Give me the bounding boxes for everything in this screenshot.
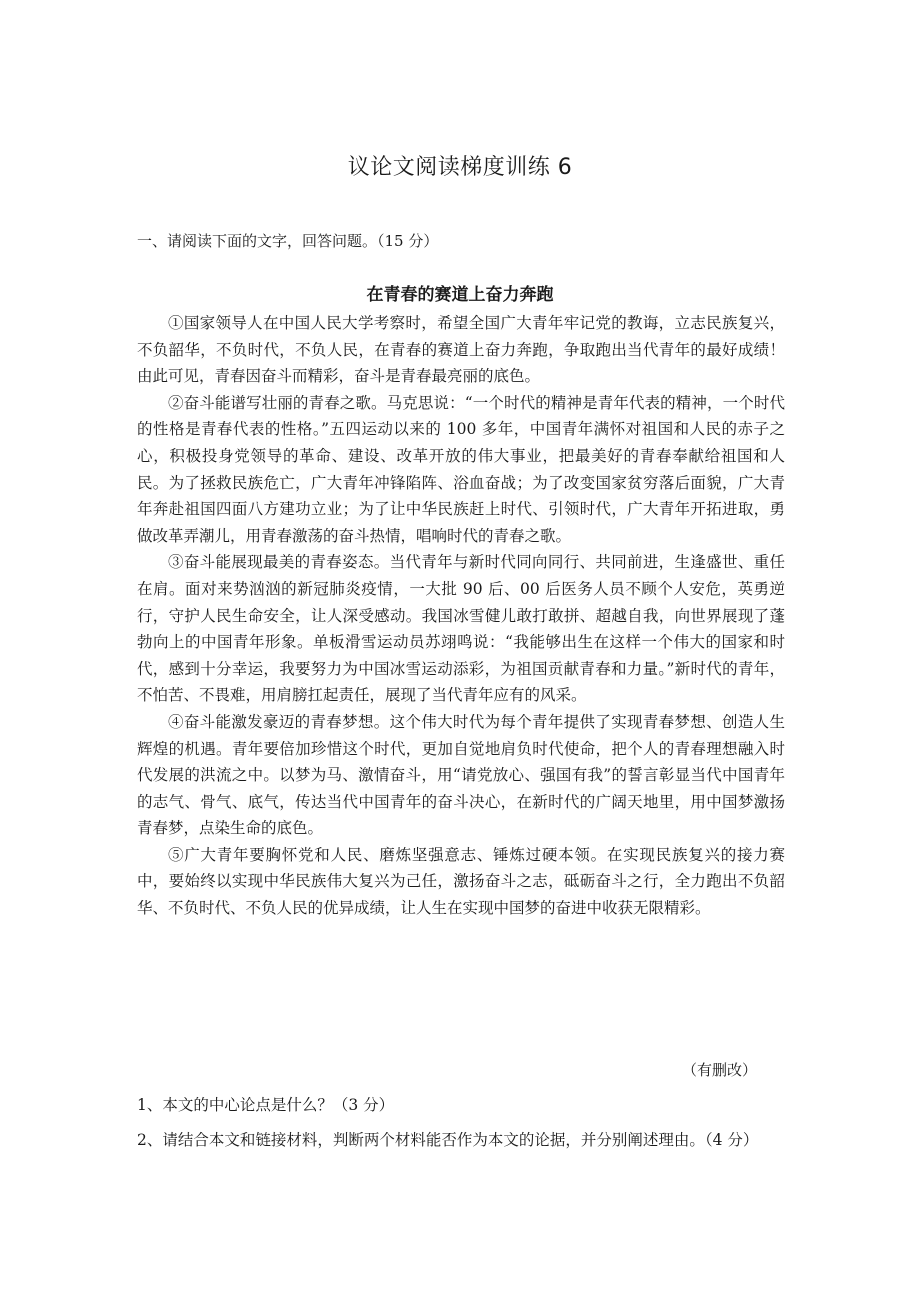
article-body [137, 310, 785, 922]
article-paragraph-2: ②奋斗能谱写壮丽的青春之歌。马克思说：“一个时代的精神是青年代表的精神，一个时代的性格是青春代表的性格。”五四运动以来的 100 多年，中国青年满怀对祖国和人民的赤子之心，积极投身党领导的革命、建设、改革开放的伟大事业，把最美好的青春奉献给祖国和人民。为了拯救民族危亡，广大青年冲锋陷阵、浴血奋战；为了改变国家贫穷落后面貌，广大青年奔赴祖国四面八方建功立业；为了让中华民族赶上时代、引领时代，广大青年开拓进取，勇做改革弄潮儿，用青春激荡的奋斗热情，唱响时代的青春之歌。 [137, 393, 785, 545]
source-note: （有删改） [681, 1061, 757, 1079]
article-paragraph-4: ④奋斗能激发豪迈的青春梦想。这个伟大时代为每个青年提供了实现青春梦想、创造人生辉煌的机遇。青年要倍加珍惜这个时代，更加自觉地肩负时代使命，把个人的青春理想融入时代发展的洪流之中。以梦为马、激情奋斗，用“请党放心、强国有我”的誓言彰显当代中国青年的志气、骨气、底气，传达当代中国青年的奋斗决心，在新时代的广阔天地里，用中国梦激扬青春梦，点染生命的底色。 [137, 712, 785, 838]
section-heading: 一、请阅读下面的文字，回答问题。（15 分） [137, 232, 439, 250]
article-paragraph-1: ①国家领导人在中国人民大学考察时，希望全国广大青年牢记党的教诲，立志民族复兴，不负韶华，不负时代，不负人民，在青春的赛道上奋力奔跑，争取跑出当代青年的最好成绩！由此可见，青春因奋斗而精彩，奋斗是青春最亮丽的底色。 [137, 314, 785, 386]
question-1: 1、本文的中心论点是什么？（3 分） [137, 1096, 395, 1114]
article-paragraph-3: ③奋斗能展现最美的青春姿态。当代青年与新时代同向同行、共同前进，生逢盛世、重任在肩。面对来势汹汹的新冠肺炎疫情，一大批 90 后、00 后医务人员不顾个人安危，英勇逆行，守护人民生命安全，让人深受感动。我国冰雪健儿敢打敢拼、超越自我，向世界展现了蓬勃向上的中国青年形象。单板滑雪运动员苏翊鸣说：“我能够出生在这样一个伟大的国家和时代，感到十分幸运，我要努力为中国冰雪运动添彩，为祖国贡献青春和力量。”新时代的青年，不怕苦、不畏难，用肩膀扛起责任，展现了当代青年应有的风采。 [137, 553, 785, 705]
document-title: 议论文阅读梯度训练 6 [347, 155, 573, 180]
article-title: 在青春的赛道上奋力奔跑 [366, 285, 554, 305]
question-2: 2、请结合本文和链接材料，判断两个材料能否作为本文的论据，并分别阐述理由。（4 分） [137, 1131, 759, 1149]
article-paragraph-5: ⑤广大青年要胸怀党和人民、磨炼坚强意志、锤炼过硬本领。在实现民族复兴的接力赛中，要始终以实现中华民族伟大复兴为己任，激扬奋斗之志，砥砺奋斗之行，全力跑出不负韶华、不负时代、不负人民的优异成绩，让人生在实现中国梦的奋进中收获无限精彩。 [137, 845, 785, 918]
